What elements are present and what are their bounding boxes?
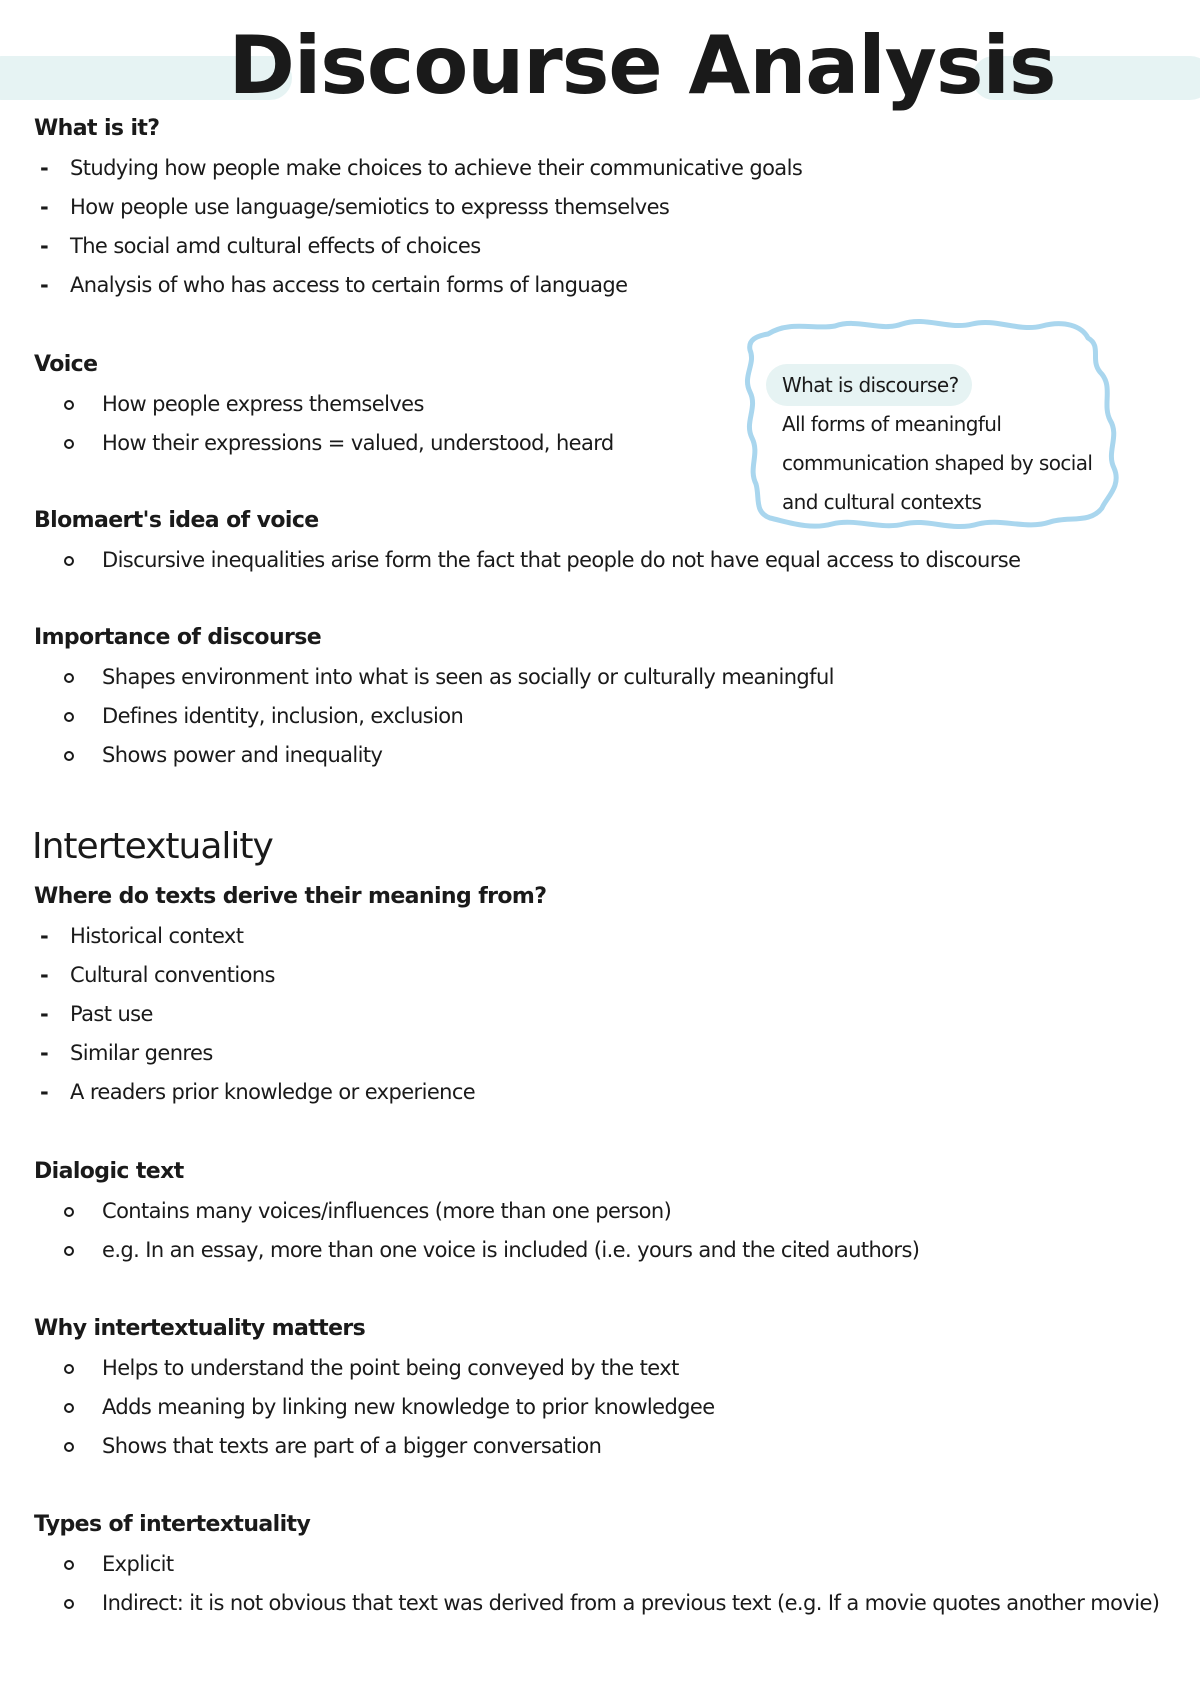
page-title: Discourse Analysis: [228, 19, 1056, 112]
callout-question: What is discourse?: [782, 373, 959, 397]
dash-bullet-icon: -: [40, 156, 49, 180]
why-list: [64, 1349, 715, 1466]
circle-bullet-icon: [64, 1560, 74, 1570]
circle-bullet-icon: [64, 556, 74, 566]
dash-bullet-icon: -: [40, 234, 49, 258]
circle-bullet-icon: [64, 1599, 74, 1609]
circle-bullet-icon: [64, 1364, 74, 1374]
importance-list: [64, 658, 834, 775]
list-item: Discursive inequalities arise form the fact that people do not have equal access to discourse: [64, 541, 1020, 580]
callout-line: All forms of meaningful: [782, 412, 1002, 436]
list-item: Adds meaning by linking new knowledge to prior knowledgee: [64, 1388, 715, 1427]
list-item: - Studying how people make choices to achieve their communicative goals: [40, 149, 802, 188]
dash-bullet-icon: -: [40, 963, 49, 987]
dash-bullet-icon: -: [40, 1041, 49, 1065]
circle-bullet-icon: [64, 1207, 74, 1217]
dash-bullet-icon: -: [40, 273, 49, 297]
dialogic-heading: Dialogic text: [34, 1159, 184, 1184]
dash-bullet-icon: -: [40, 195, 49, 219]
circle-bullet-icon: [64, 673, 74, 683]
voice-heading: Voice: [34, 352, 98, 377]
what-is-it-list: [40, 149, 802, 305]
list-item: - Historical context: [40, 917, 475, 956]
callout-text: [782, 366, 1102, 522]
list-item: Helps to understand the point being conveyed by the text: [64, 1349, 715, 1388]
dash-bullet-icon: -: [40, 1080, 49, 1104]
list-item: How their expressions = valued, understood, heard: [64, 424, 614, 463]
list-item: - Past use: [40, 995, 475, 1034]
circle-bullet-icon: [64, 400, 74, 410]
circle-bullet-icon: [64, 1442, 74, 1452]
definition-callout: [730, 312, 1122, 540]
blommaert-list: [64, 541, 1020, 580]
circle-bullet-icon: [64, 712, 74, 722]
intertextuality-title: Intertextuality: [32, 826, 273, 867]
list-item: Shows power and inequality: [64, 736, 834, 775]
list-item: Explicit: [64, 1545, 1159, 1584]
where-heading: Where do texts derive their meaning from?: [34, 884, 547, 909]
why-heading: Why intertextuality matters: [34, 1316, 366, 1341]
where-list: [40, 917, 475, 1112]
circle-bullet-icon: [64, 439, 74, 449]
circle-bullet-icon: [64, 1403, 74, 1413]
types-list: [64, 1545, 1159, 1623]
importance-heading: Importance of discourse: [34, 625, 322, 650]
list-item: - Analysis of who has access to certain forms of language: [40, 266, 802, 305]
dash-bullet-icon: -: [40, 924, 49, 948]
list-item: Indirect: it is not obvious that text was derived from a previous text (e.g. If a movie quotes another movie): [64, 1584, 1159, 1623]
dialogic-list: [64, 1192, 919, 1270]
list-item: - A readers prior knowledge or experience: [40, 1073, 475, 1112]
list-item: Shapes environment into what is seen as socially or culturally meaningful: [64, 658, 834, 697]
what-is-it-heading: What is it?: [34, 116, 160, 141]
list-item: - Similar genres: [40, 1034, 475, 1073]
voice-list: [64, 385, 614, 463]
list-item: e.g. In an essay, more than one voice is included (i.e. yours and the cited authors): [64, 1231, 919, 1270]
callout-line: communication shaped by social: [782, 451, 1093, 475]
list-item: Contains many voices/influences (more than one person): [64, 1192, 919, 1231]
list-item: Defines identity, inclusion, exclusion: [64, 697, 834, 736]
blommaert-heading: Blomaert's idea of voice: [34, 508, 319, 533]
list-item: - How people use language/semiotics to expresss themselves: [40, 188, 802, 227]
types-heading: Types of intertextuality: [34, 1512, 311, 1537]
circle-bullet-icon: [64, 1246, 74, 1256]
list-item: - Cultural conventions: [40, 956, 475, 995]
list-item: Shows that texts are part of a bigger conversation: [64, 1427, 715, 1466]
callout-line: and cultural contexts: [782, 490, 982, 514]
dash-bullet-icon: -: [40, 1002, 49, 1026]
circle-bullet-icon: [64, 751, 74, 761]
list-item: How people express themselves: [64, 385, 614, 424]
list-item: - The social amd cultural effects of choices: [40, 227, 802, 266]
